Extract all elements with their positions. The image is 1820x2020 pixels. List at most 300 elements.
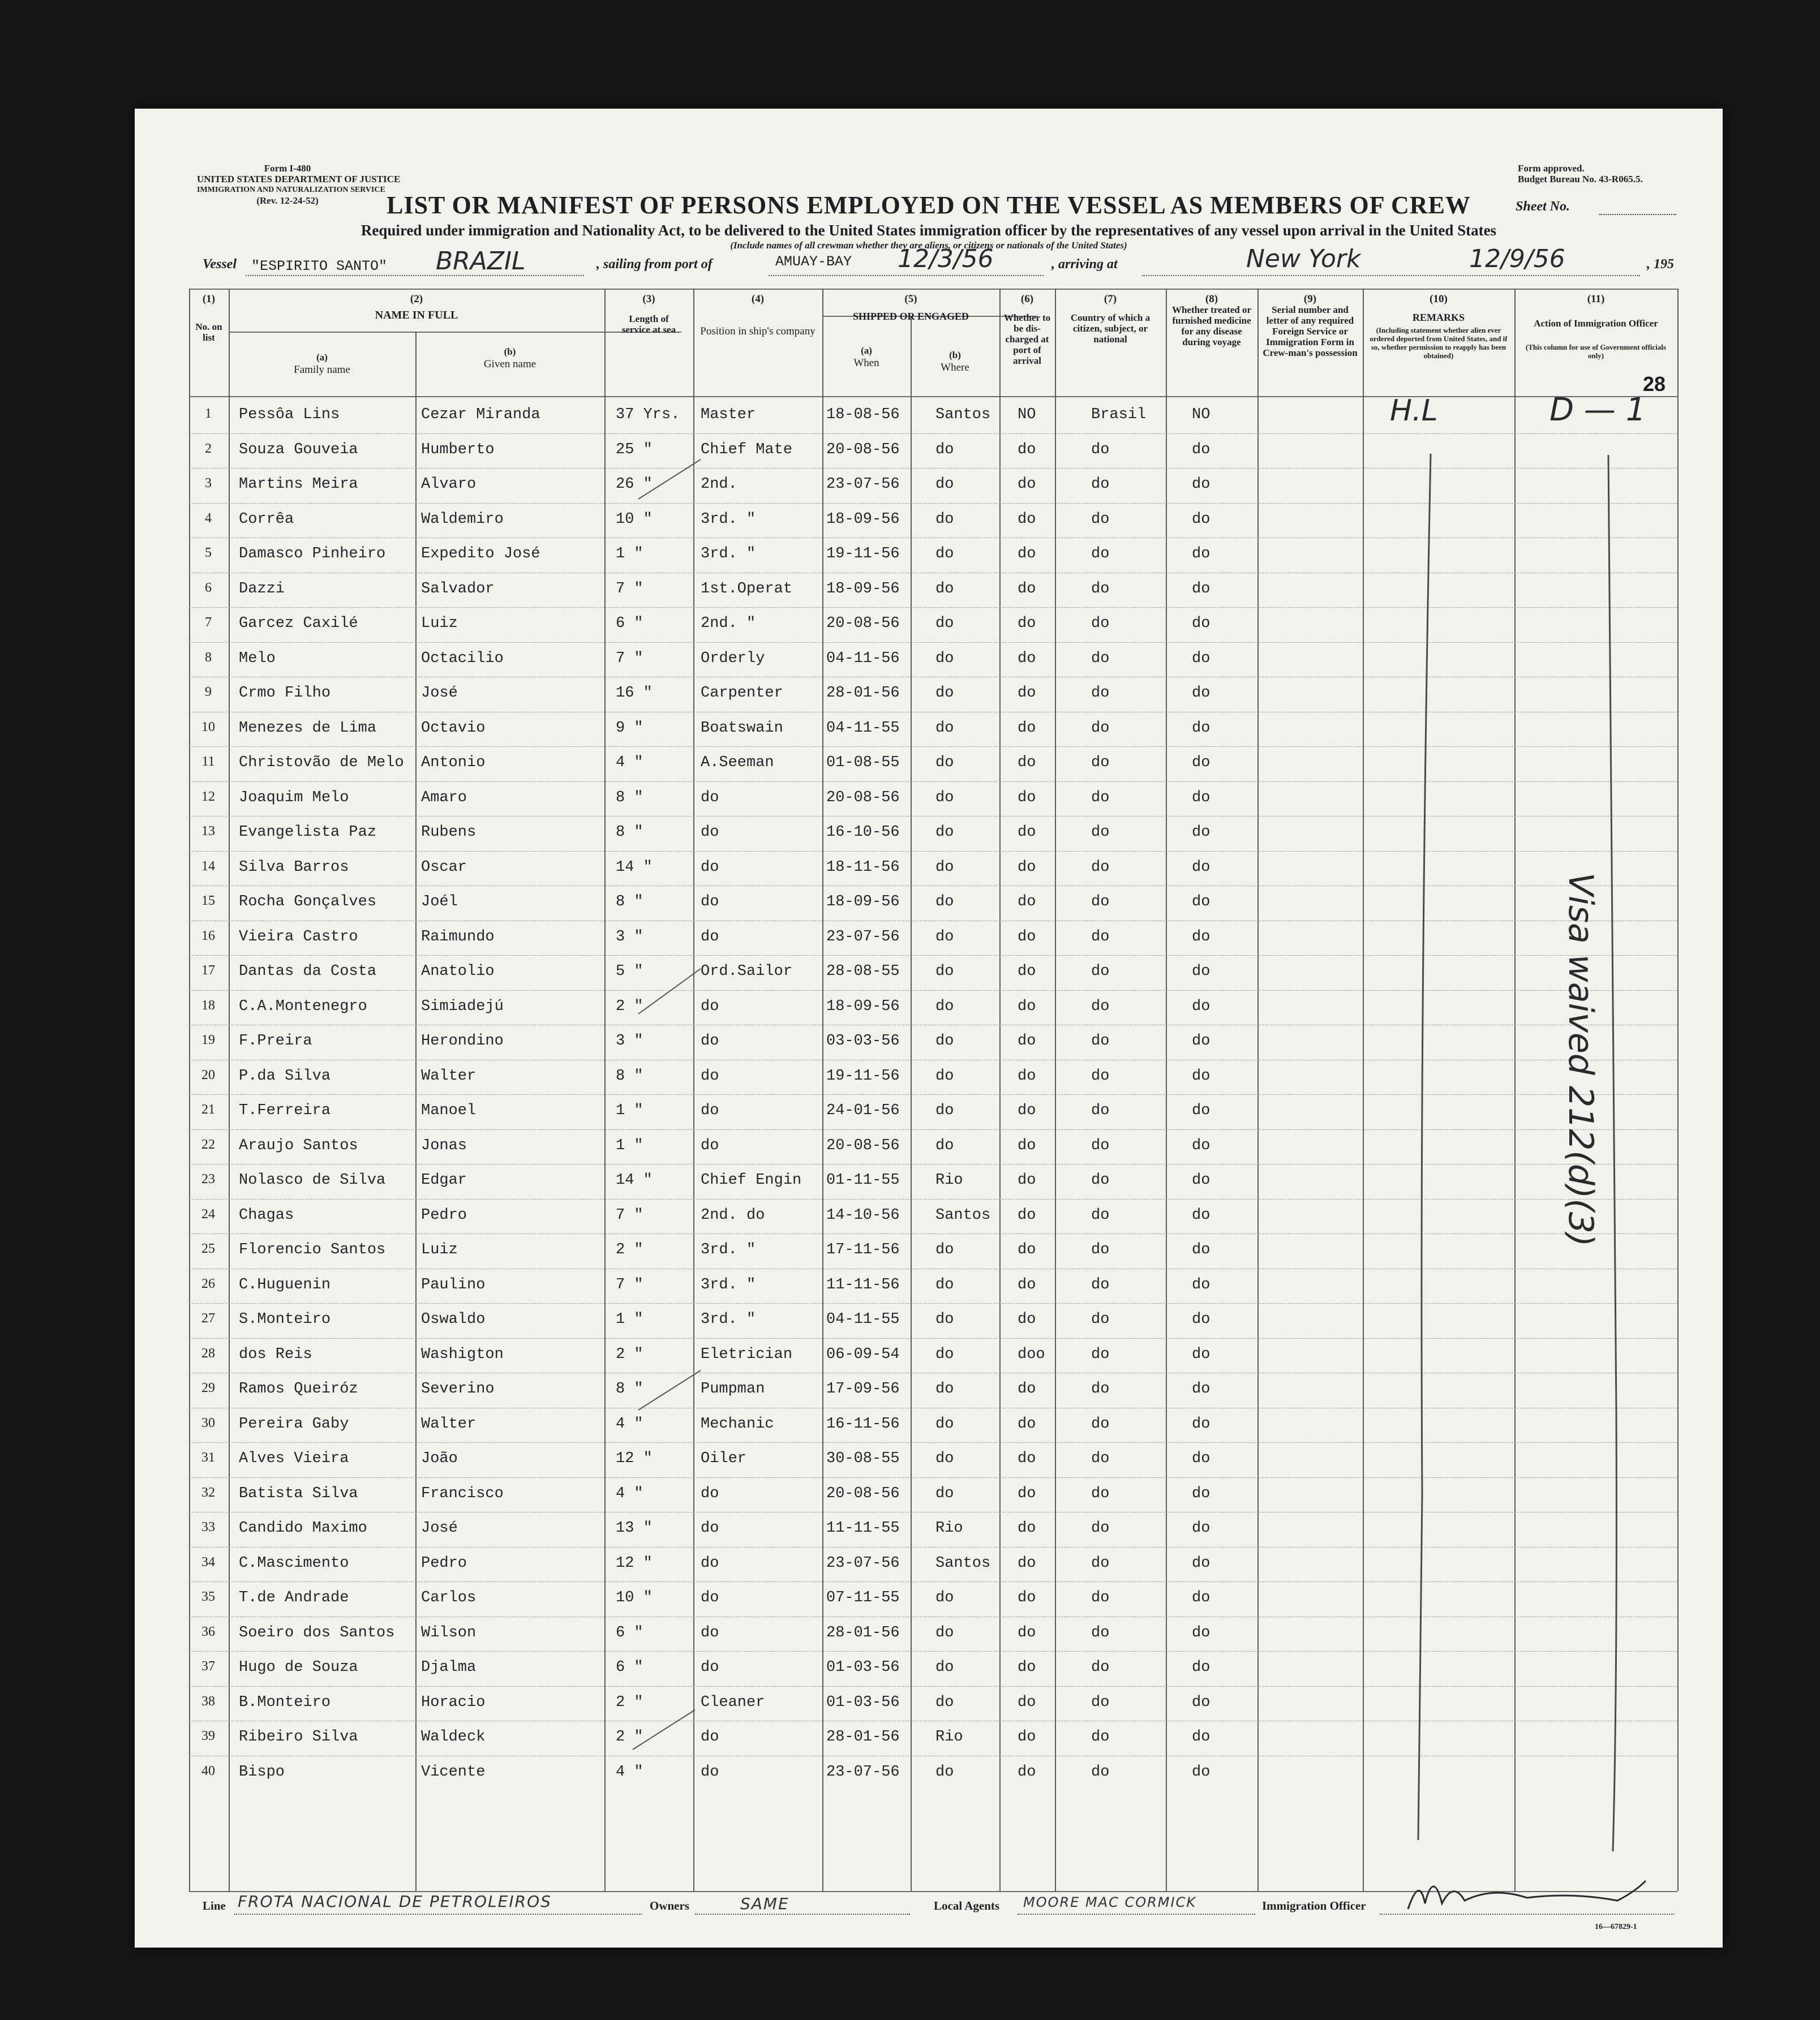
row-number: 33 xyxy=(201,1520,215,1535)
shipped-when: 16-10-56 xyxy=(826,824,900,841)
length-of-service: 37 Yrs. xyxy=(616,406,680,423)
shipped-when: 30-08-55 xyxy=(826,1450,900,1467)
shipped-where: do xyxy=(935,1241,954,1258)
shipped-when: 28-08-55 xyxy=(826,963,900,980)
given-name: Pedro xyxy=(421,1554,467,1572)
shipped-when: 18-09-56 xyxy=(826,580,900,598)
nationality: do xyxy=(1091,858,1110,876)
length-of-service: 26 " xyxy=(616,476,653,493)
family-name: S.Monteiro xyxy=(239,1311,331,1328)
shipped-when: 01-11-55 xyxy=(826,1172,900,1189)
medicine-status: do xyxy=(1192,1102,1211,1119)
shipped-where: do xyxy=(935,1415,954,1433)
discharge-status: do xyxy=(1018,580,1036,598)
row-number: 9 xyxy=(205,685,212,699)
nationality: do xyxy=(1091,1485,1110,1502)
shipped-where: do xyxy=(935,1381,954,1398)
department-name: UNITED STATES DEPARTMENT OF JUSTICE xyxy=(197,174,401,184)
position: do xyxy=(701,824,719,841)
col1-header: No. on list xyxy=(195,321,222,343)
sailing-label: , sailing from port of xyxy=(596,257,712,272)
length-of-service: 10 " xyxy=(616,1589,653,1606)
discharge-status: do xyxy=(1018,928,1036,945)
length-of-service: 4 " xyxy=(616,754,643,771)
given-name: Antonio xyxy=(421,754,486,771)
position: 3rd. " xyxy=(701,1241,756,1258)
row-number: 20 xyxy=(201,1067,215,1082)
position: do xyxy=(701,1624,719,1641)
medicine-status: do xyxy=(1192,719,1211,737)
row-number: 27 xyxy=(201,1311,215,1326)
shipped-where: do xyxy=(935,615,954,632)
given-name: Alvaro xyxy=(421,476,477,493)
medicine-status: do xyxy=(1192,1485,1211,1502)
shipped-when: 07-11-55 xyxy=(826,1589,900,1606)
medicine-status: do xyxy=(1192,1137,1211,1154)
medicine-status: do xyxy=(1192,1067,1211,1085)
row-number: 23 xyxy=(201,1172,215,1187)
position: Ord.Sailor xyxy=(701,963,793,980)
shipped-where: do xyxy=(935,650,954,667)
family-name: Souza Gouveia xyxy=(239,441,358,458)
family-name: Batista Silva xyxy=(239,1485,358,1502)
row-number: 24 xyxy=(201,1206,215,1222)
shipped-where: do xyxy=(935,685,954,702)
length-of-service: 6 " xyxy=(616,1624,643,1641)
row-number: 21 xyxy=(201,1102,215,1117)
nationality: do xyxy=(1091,615,1110,632)
nationality: do xyxy=(1091,1450,1110,1467)
discharge-status: do xyxy=(1018,754,1036,771)
family-name: Joaquim Melo xyxy=(239,789,349,806)
row-number: 25 xyxy=(201,1241,215,1256)
discharge-status: do xyxy=(1018,1763,1036,1781)
position: Chief Engin xyxy=(701,1172,802,1189)
medicine-status: do xyxy=(1192,1381,1211,1398)
row-number: 2 xyxy=(205,441,212,456)
form-approved: Form approved. xyxy=(1518,163,1585,174)
medicine-status: do xyxy=(1192,789,1211,806)
row-number: 22 xyxy=(201,1137,215,1152)
revision-date: (Rev. 12-24-52) xyxy=(256,195,319,206)
discharge-status: do xyxy=(1018,1102,1036,1119)
nationality: do xyxy=(1091,1067,1110,1085)
agents-field xyxy=(1018,1914,1255,1915)
given-name: Cezar Miranda xyxy=(421,406,540,423)
nationality: Brasil xyxy=(1091,406,1147,423)
shipped-when: 04-11-55 xyxy=(826,719,900,737)
given-name: Severino xyxy=(421,1381,495,1398)
budget-bureau: Budget Bureau No. 43-R065.5. xyxy=(1518,174,1643,184)
nationality: do xyxy=(1091,1276,1110,1293)
nationality: do xyxy=(1091,1624,1110,1641)
position: 2nd. do xyxy=(701,1206,765,1224)
family-name: Nolasco de Silva xyxy=(239,1172,386,1189)
family-name: Menezes de Lima xyxy=(239,719,377,737)
family-name: F.Preira xyxy=(239,1033,312,1050)
given-name: Amaro xyxy=(421,789,467,806)
nationality: do xyxy=(1091,1381,1110,1398)
medicine-status: do xyxy=(1192,1589,1211,1606)
row-number: 16 xyxy=(201,928,215,943)
discharge-status: do xyxy=(1018,1589,1036,1606)
shipped-when: 20-08-56 xyxy=(826,789,900,806)
shipped-where: Rio xyxy=(935,1172,963,1189)
shipped-where: Santos xyxy=(935,1554,991,1572)
nationality: do xyxy=(1091,754,1110,771)
line-value: FROTA NACIONAL DE PETROLEIROS xyxy=(238,1892,552,1911)
family-name: Garcez Caxilé xyxy=(239,615,358,632)
col2-header: NAME IN FULL xyxy=(375,309,458,321)
shipped-when: 01-08-55 xyxy=(826,754,900,771)
shipped-when: 20-08-56 xyxy=(826,1137,900,1154)
page-title: LIST OR MANIFEST OF PERSONS EMPLOYED ON THE VESSEL AS MEMBERS OF CREW xyxy=(387,191,1471,219)
length-of-service: 4 " xyxy=(616,1485,643,1502)
form-number: Form I-480 xyxy=(264,163,311,174)
medicine-status: do xyxy=(1192,1694,1211,1711)
row-number: 18 xyxy=(201,998,215,1013)
position: Master xyxy=(701,406,756,423)
family-name: C.Mascimento xyxy=(239,1554,349,1572)
col2a-letter: (a) xyxy=(316,352,328,363)
shipped-where: do xyxy=(935,1276,954,1293)
position: do xyxy=(701,1729,719,1746)
position: Cleaner xyxy=(701,1694,765,1711)
row-number: 4 xyxy=(205,510,212,526)
position: do xyxy=(701,1589,719,1606)
shipped-where: Rio xyxy=(935,1729,963,1746)
medicine-status: do xyxy=(1192,650,1211,667)
vertical-action-note: Visa waived 212(d)(3) xyxy=(1561,873,1600,1247)
discharge-status: do xyxy=(1018,719,1036,737)
discharge-status: do xyxy=(1018,545,1036,562)
col7-number: (7) xyxy=(1104,293,1117,305)
family-name: C.Huguenin xyxy=(239,1276,331,1293)
discharge-status: do xyxy=(1018,998,1036,1015)
given-name: Waldeck xyxy=(421,1729,486,1746)
position: do xyxy=(701,1067,719,1085)
discharge-status: doo xyxy=(1018,1346,1045,1363)
nationality: do xyxy=(1091,441,1110,458)
given-name: Walter xyxy=(421,1415,477,1433)
family-name: C.A.Montenegro xyxy=(239,998,367,1015)
row-number: 7 xyxy=(205,615,212,630)
shipped-where: do xyxy=(935,441,954,458)
length-of-service: 1 " xyxy=(616,1102,643,1119)
page-number: 28 xyxy=(1643,372,1666,396)
shipped-when: 24-01-56 xyxy=(826,1102,900,1119)
length-of-service: 8 " xyxy=(616,824,643,841)
length-of-service: 14 " xyxy=(616,858,653,876)
family-name: Ramos Queiróz xyxy=(239,1381,358,1398)
arrival-port: New York xyxy=(1246,244,1361,273)
nationality: do xyxy=(1091,1415,1110,1433)
length-of-service: 8 " xyxy=(616,893,643,910)
medicine-status: do xyxy=(1192,1624,1211,1641)
nationality: do xyxy=(1091,963,1110,980)
col10-note: (Including statement whether alien ever ordered deported from United States, and if so, whether permission to reapply has been obtained) xyxy=(1370,326,1508,360)
medicine-status: do xyxy=(1192,1276,1211,1293)
family-name: Melo xyxy=(239,650,276,667)
col8-number: (8) xyxy=(1205,293,1218,305)
shipped-where: do xyxy=(935,1067,954,1085)
discharge-status: do xyxy=(1018,893,1036,910)
shipped-when: 06-09-54 xyxy=(826,1346,900,1363)
nationality: do xyxy=(1091,1554,1110,1572)
line-field xyxy=(234,1914,642,1915)
shipped-when: 01-03-56 xyxy=(826,1694,900,1711)
family-name: Christovão de Melo xyxy=(239,754,404,771)
medicine-status: do xyxy=(1192,1206,1211,1224)
length-of-service: 2 " xyxy=(616,1346,643,1363)
family-name: Crmo Filho xyxy=(239,685,331,702)
shipped-when: 04-11-56 xyxy=(826,650,900,667)
shipped-when: 19-11-56 xyxy=(826,1067,900,1085)
row-number: 8 xyxy=(205,650,212,665)
given-name: Rubens xyxy=(421,824,477,841)
shipped-when: 28-01-56 xyxy=(826,1729,900,1746)
family-name: Alves Vieira xyxy=(239,1450,349,1467)
discharge-status: do xyxy=(1018,1241,1036,1258)
given-name: Octavio xyxy=(421,719,486,737)
col5-number: (5) xyxy=(904,293,917,305)
length-of-service: 1 " xyxy=(616,545,643,562)
position: 2nd. " xyxy=(701,615,756,632)
shipped-when: 17-11-56 xyxy=(826,1241,900,1258)
discharge-status: do xyxy=(1018,963,1036,980)
nationality: do xyxy=(1091,1241,1110,1258)
family-name: Hugo de Souza xyxy=(239,1659,358,1676)
position: do xyxy=(701,1763,719,1781)
shipped-when: 18-11-56 xyxy=(826,858,900,876)
discharge-status: do xyxy=(1018,476,1036,493)
medicine-status: do xyxy=(1192,545,1211,562)
row-number: 19 xyxy=(201,1033,215,1047)
position: 3rd. " xyxy=(701,545,756,562)
medicine-status: do xyxy=(1192,1729,1211,1746)
shipped-where: do xyxy=(935,476,954,493)
nationality: do xyxy=(1091,545,1110,562)
discharge-status: do xyxy=(1018,1554,1036,1572)
row-number: 36 xyxy=(201,1624,215,1639)
shipped-where: do xyxy=(935,1624,954,1641)
row-number: 31 xyxy=(201,1450,215,1465)
shipped-when: 20-08-56 xyxy=(826,1485,900,1502)
given-name: Manoel xyxy=(421,1102,477,1119)
shipped-when: 28-01-56 xyxy=(826,685,900,702)
length-of-service: 6 " xyxy=(616,1659,643,1676)
position: 2nd. xyxy=(701,476,737,493)
length-of-service: 2 " xyxy=(616,1694,643,1711)
length-of-service: 1 " xyxy=(616,1137,643,1154)
length-of-service: 7 " xyxy=(616,650,643,667)
page-subtitle: Required under immigration and Nationality Act, to be delivered to the United States immigration officer by the representatives of any vessel upon arrival in the United States xyxy=(360,222,1497,239)
shipped-when: 14-10-56 xyxy=(826,1206,900,1224)
discharge-status: do xyxy=(1018,441,1036,458)
medicine-status: do xyxy=(1192,1311,1211,1328)
nationality: do xyxy=(1091,928,1110,945)
position: do xyxy=(701,1554,719,1572)
page-subnote: (Include names of all crewman whether they are aliens, or citizens or nationals of the United States) xyxy=(730,240,1127,251)
medicine-status: do xyxy=(1192,1554,1211,1572)
medicine-status: do xyxy=(1192,441,1211,458)
col10-number: (10) xyxy=(1430,293,1448,305)
family-name: Damasco Pinheiro xyxy=(239,545,386,562)
col1-number: (1) xyxy=(202,293,216,305)
col11-note: (This column for use of Government officials only) xyxy=(1525,343,1667,360)
nationality: do xyxy=(1091,824,1110,841)
shipped-where: do xyxy=(935,1659,954,1676)
medicine-status: do xyxy=(1192,1659,1211,1676)
shipped-where: do xyxy=(935,824,954,841)
family-name: Bispo xyxy=(239,1763,285,1781)
row-number: 37 xyxy=(201,1659,215,1674)
col6-number: (6) xyxy=(1020,293,1034,305)
medicine-status: do xyxy=(1192,824,1211,841)
medicine-status: do xyxy=(1192,1520,1211,1537)
vessel-name: "ESPIRITO SANTO" xyxy=(251,258,388,274)
shipped-where: do xyxy=(935,858,954,876)
shipped-when: 20-08-56 xyxy=(826,441,900,458)
length-of-service: 2 " xyxy=(616,1729,643,1746)
shipped-when: 04-11-55 xyxy=(826,1311,900,1328)
owners-value: SAME xyxy=(740,1894,789,1913)
family-name: Dazzi xyxy=(239,580,285,598)
shipped-where: do xyxy=(935,789,954,806)
medicine-status: do xyxy=(1192,998,1211,1015)
family-name: Corrêa xyxy=(239,510,294,528)
service-name: IMMIGRATION AND NATURALIZATION SERVICE xyxy=(197,186,385,194)
given-name: Paulino xyxy=(421,1276,486,1293)
length-of-service: 4 " xyxy=(616,1763,643,1781)
col4-header: Position in ship's company xyxy=(700,325,815,337)
position: 3rd. " xyxy=(701,1276,756,1293)
officer-label: Immigration Officer xyxy=(1262,1899,1366,1912)
nationality: do xyxy=(1091,510,1110,528)
length-of-service: 3 " xyxy=(616,928,643,945)
vessel-flag: BRAZIL xyxy=(436,247,526,276)
row-number: 14 xyxy=(201,858,215,874)
action-annotation: D — 1 xyxy=(1549,392,1646,428)
given-name: Humberto xyxy=(421,441,495,458)
length-of-service: 8 " xyxy=(616,789,643,806)
position: Carpenter xyxy=(701,685,783,702)
row-number: 35 xyxy=(201,1589,215,1604)
row-number: 10 xyxy=(201,719,215,734)
medicine-status: do xyxy=(1192,893,1211,910)
sailing-date: 12/3/56 xyxy=(898,244,994,273)
agents-label: Local Agents xyxy=(934,1899,1000,1912)
family-name: Pessôa Lins xyxy=(239,406,340,423)
shipped-where: do xyxy=(935,580,954,598)
discharge-status: do xyxy=(1018,1206,1036,1224)
length-of-service: 6 " xyxy=(616,615,643,632)
length-of-service: 2 " xyxy=(616,998,643,1015)
action-stroke xyxy=(1608,455,1616,1851)
shipped-where: do xyxy=(935,928,954,945)
row-number: 28 xyxy=(201,1346,215,1361)
shipped-when: 11-11-56 xyxy=(826,1276,900,1293)
shipped-when: 19-11-56 xyxy=(826,545,900,562)
shipped-when: 18-09-56 xyxy=(826,998,900,1015)
manifest-sheet xyxy=(135,109,1723,1948)
shipped-when: 01-03-56 xyxy=(826,1659,900,1676)
position: do xyxy=(701,928,719,945)
nationality: do xyxy=(1091,893,1110,910)
nationality: do xyxy=(1091,1729,1110,1746)
discharge-status: do xyxy=(1018,1694,1036,1711)
shipped-where: Santos xyxy=(935,406,991,423)
family-name: T.Ferreira xyxy=(239,1102,331,1119)
medicine-status: do xyxy=(1192,1241,1211,1258)
nationality: do xyxy=(1091,789,1110,806)
length-of-service: 4 " xyxy=(616,1415,643,1433)
given-name: Oscar xyxy=(421,858,467,876)
length-of-service: 3 " xyxy=(616,1033,643,1050)
given-name: Oswaldo xyxy=(421,1311,486,1328)
medicine-status: do xyxy=(1192,1172,1211,1189)
family-name: Araujo Santos xyxy=(239,1137,358,1154)
row-number: 30 xyxy=(201,1415,215,1430)
length-of-service: 12 " xyxy=(616,1450,653,1467)
nationality: do xyxy=(1091,1589,1110,1606)
position: do xyxy=(701,1520,719,1537)
shipped-when: 17-09-56 xyxy=(826,1381,900,1398)
family-name: B.Monteiro xyxy=(239,1694,331,1711)
nationality: do xyxy=(1091,685,1110,702)
family-name: Rocha Gonçalves xyxy=(239,893,377,910)
given-name: José xyxy=(421,685,458,702)
owners-field xyxy=(695,1914,910,1915)
discharge-status: do xyxy=(1018,1137,1036,1154)
shipped-where: do xyxy=(935,510,954,528)
position: do xyxy=(701,1033,719,1050)
shipped-where: do xyxy=(935,1763,954,1781)
col3-header: Length of service at sea xyxy=(621,313,676,335)
row-number: 17 xyxy=(201,963,215,978)
shipped-when: 23-07-56 xyxy=(826,1763,900,1781)
col7-header: Country of which a citizen, subject, or national xyxy=(1070,312,1151,345)
position: Orderly xyxy=(701,650,765,667)
given-name: Raimundo xyxy=(421,928,495,945)
shipped-where: do xyxy=(935,1311,954,1328)
row-number: 5 xyxy=(205,545,212,560)
col2-number: (2) xyxy=(410,293,423,305)
nationality: do xyxy=(1091,1137,1110,1154)
row-number: 40 xyxy=(201,1763,215,1778)
given-name: Salvador xyxy=(421,580,495,598)
family-name: Pereira Gaby xyxy=(239,1415,349,1433)
given-name: Carlos xyxy=(421,1589,477,1606)
col3-number: (3) xyxy=(642,293,655,305)
discharge-status: do xyxy=(1018,1485,1036,1502)
family-name: Candido Maximo xyxy=(239,1520,367,1537)
col10-header: REMARKS xyxy=(1412,312,1465,323)
shipped-where: do xyxy=(935,1450,954,1467)
shipped-where: do xyxy=(935,1589,954,1606)
col5b-header: Where xyxy=(941,362,969,373)
col5a-letter: (a) xyxy=(861,345,872,356)
row-number: 13 xyxy=(201,824,215,839)
col2b-letter: (b) xyxy=(504,346,516,357)
vessel-label: Vessel xyxy=(203,257,237,272)
nationality: do xyxy=(1091,580,1110,598)
col4-number: (4) xyxy=(751,293,765,305)
given-name: Edgar xyxy=(421,1172,467,1189)
row-number: 38 xyxy=(201,1694,215,1709)
medicine-status: do xyxy=(1192,1033,1211,1050)
discharge-status: do xyxy=(1018,1450,1036,1467)
